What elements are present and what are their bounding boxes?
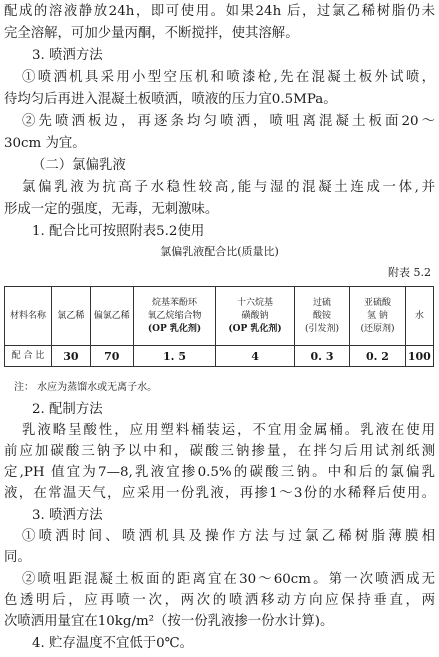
- header-cell: [133, 287, 216, 346]
- header-text: 材料名称: [10, 310, 47, 321]
- table-cell: 30: [52, 346, 91, 367]
- header-cell: [90, 287, 133, 346]
- section-heading: 4. 贮存温度不宜低于0℃。: [32, 636, 194, 651]
- table-caption: 氯偏乳液配合比(质量比): [160, 245, 279, 258]
- table-note: 注： 水应为蒸馏水或无离子水。: [14, 382, 158, 393]
- header-text: 过硫: [313, 297, 332, 308]
- header-text: (还原剂): [360, 323, 395, 334]
- text-line: 同。: [4, 550, 31, 565]
- header-cell: [350, 287, 405, 346]
- header-text: 氧乙烷缩合物: [147, 310, 202, 321]
- text-line: 前应加碳酸三钠予以中和，碳酸三钠掺量，在拌匀后用试剂纸测: [4, 444, 435, 459]
- text-line: 1. 配合比可按照附表5.2使用: [32, 224, 205, 239]
- header-text: (引发剂): [305, 323, 340, 334]
- text-line: 完全溶解，可加少量丙酮，不断搅拌，使其溶解。: [4, 26, 299, 41]
- text-line: 液，在常温天气，应采用一份乳液，再掺1～3份的水稀释后使用。: [4, 486, 435, 501]
- header-cell: [52, 287, 91, 346]
- table-cell: 100: [405, 346, 433, 367]
- header-text: 十六烷基: [237, 297, 274, 308]
- header-cell: [294, 287, 349, 346]
- table-cell: 4: [216, 346, 294, 367]
- table-cell: 配 合 比: [5, 346, 52, 367]
- table-row: [5, 346, 434, 367]
- section-heading: （二）氯偏乳液: [32, 158, 126, 173]
- header-text: 水: [414, 310, 424, 321]
- section-heading: 3. 喷洒方法: [32, 508, 103, 523]
- header-text: (OP 乳化剂): [147, 323, 202, 334]
- text-line: ①喷洒机具采用小型空压机和喷漆枪,先在混凝土板外试喷，: [22, 70, 435, 85]
- header-cell: [216, 287, 294, 346]
- text-line: 氯偏乳液为抗高子水稳性较高,能与湿的混凝土连成一体,并: [22, 180, 435, 195]
- table-number: 附表 5.2: [388, 266, 431, 279]
- text-line: 形成一定的强度，无毒，无刺激味。: [4, 202, 219, 217]
- mix-ratio-table: [4, 286, 434, 367]
- header-text: 偏氯乙稀: [93, 310, 130, 321]
- header-text: 亚硫酸: [363, 297, 391, 308]
- text-line: 待均匀后再进入混凝土板喷洒，喷液的压力宜0.5MPa。: [4, 92, 337, 107]
- text-line: ②喷咀距混凝土板面的距离宜在30～60cm。第一次喷洒成无: [22, 572, 435, 587]
- header-text: 氢 钠: [367, 310, 388, 321]
- text-line: 乳液略呈酸性，应用塑料桶装运，不宜用金属桶。乳液在使用: [22, 423, 435, 438]
- table-cell: 0. 3: [294, 346, 349, 367]
- text-line: ②先喷洒板边，再逐条均匀喷洒，喷咀离混凝土板面20～: [22, 114, 435, 129]
- header-cell: [405, 287, 433, 346]
- section-heading: 3. 喷洒方法: [32, 48, 103, 63]
- section-heading: 2. 配制方法: [32, 402, 103, 417]
- text-line: 定,PH 值宜为7—8,乳液宜掺0.5%的碳酸三钠。中和后的氯偏乳: [4, 465, 435, 480]
- text-line: 配成的溶液静放24h，即可使用。如果24h 后，过氯乙稀树脂仍未: [4, 4, 435, 19]
- table-header-row: [5, 287, 434, 346]
- header-text: 烷基苯酚环: [151, 297, 197, 308]
- table-cell: 70: [90, 346, 133, 367]
- table-cell: 0. 2: [350, 346, 405, 367]
- header-text: 酸铵: [313, 310, 332, 321]
- header-text: 氯乙稀: [57, 310, 85, 321]
- text-line: 色透明后，应再喷一次，两次的喷洒移动方向应保持垂直，两: [4, 593, 435, 608]
- text-line: ①喷洒时间、喷洒机具及操作方法与过氯乙稀树脂薄膜相: [22, 529, 435, 544]
- header-text: (OP 乳化剂): [228, 323, 282, 334]
- header-cell: [5, 287, 52, 346]
- text-line: 30cm 为宜。: [4, 136, 86, 151]
- header-text: 磺酸钠: [241, 310, 269, 321]
- table-cell: 1. 5: [133, 346, 216, 367]
- text-line: 次喷洒用量宜在10kg/m²（按一份乳液掺一份水计算)。: [4, 614, 334, 629]
